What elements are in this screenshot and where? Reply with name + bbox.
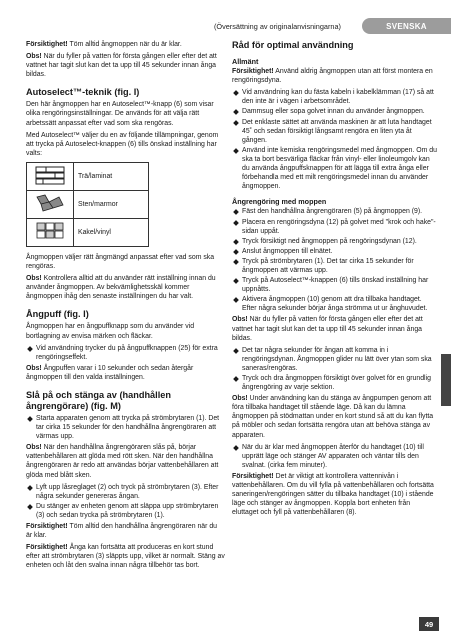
- cleaning-caution: Försiktighet! Det är viktigt att kontrollera vattennivån i vattenbehållaren. Om du vill fylla på vattenbehållaren och fortsätta saneringen/rengöringen sätter du tillbaka handtaget (10) i stående läge och stänger av ångmoppen. Koppla bort enheten från eluttaget och fyll på vattenbehållaren (8).: [232, 472, 434, 517]
- list-item: Placera en rengöringsdyna (12) på golvet med "krok och hake"-sidan uppåt.: [232, 218, 437, 236]
- tips-heading: Råd för optimal användning: [232, 40, 354, 50]
- list-item: Tryck på strömbrytaren (1). Det tar cirka 15 sekunder för ångmoppen att värmas upp.: [232, 257, 437, 275]
- tile-vinyl-icon: [27, 218, 74, 246]
- right-column: [232, 40, 437, 520]
- steam-burst-paragraph: Ångmoppen har en ångpuffknapp som du använder vid bortlagning av envisa märken och fläckar.: [26, 323, 195, 340]
- list-item: Vid användning trycker du på ångpuffknappen (25) för extra rengöringseffekt.: [26, 344, 225, 362]
- steam-burst-list: [26, 344, 225, 362]
- general-caution: Försiktighet! Använd aldrig ångmoppen utan att först montera en rengöringsdyna.: [232, 68, 433, 85]
- autoselect-paragraph-2: Med Autoselect™ väljer du en av följande tillämpningar, genom att trycka på Autoselect-knappen (6) tills önskad inställning har valts:: [26, 131, 219, 157]
- on-off-caution-1: Försiktighet! Töm alltid den handhållna ångrengöraren när du är klar.: [26, 523, 218, 540]
- autoselect-heading: Autoselect™-teknik (fig. I): [26, 87, 140, 98]
- list-item: Dammsug eller sopa golvet innan du använder ångmoppen.: [232, 107, 437, 116]
- mode-label: Kakel/vinyl: [74, 218, 149, 246]
- list-item: Du stänger av enheten genom att släppa upp strömbrytaren (3) och sedan trycka på strömbrytaren (1).: [26, 502, 225, 520]
- on-off-caution-2: Försiktighet! Ånga kan fortsätta att produceras en kort stund efter att strömbrytaren (3) släppts upp, vilket är normalt. Stäng av enheten och låt den svalna innan några tillbehör tas bort.: [26, 544, 225, 570]
- list-item: Tryck på Autoselect™-knappen (6) tills önskad inställning har uppnåtts.: [232, 276, 437, 294]
- on-off-heading: Slå på och stänga av (handhållen ångrengörare) (fig. M): [26, 389, 171, 411]
- list-item: Tryck och dra ångmoppen försiktigt över golvet för en grundlig ångrengöring av varje sektion.: [232, 374, 437, 392]
- mode-row: [27, 190, 149, 218]
- mode-label: Sten/marmor: [74, 190, 149, 218]
- page-number: 49: [419, 617, 439, 631]
- on-off-list-2: [26, 483, 225, 520]
- list-item: Aktivera ångmoppen (10) genom att dra tillbaka handtaget. Efter några sekunder börjar ånga strömma ut ur ånghuvudet.: [232, 295, 437, 313]
- steam-burst-heading: Ångpuff (fig. I): [26, 309, 89, 320]
- steam-burst-note: Obs! Ångpuffen varar i 10 sekunder och sedan återgår ångmoppen till den valda inställningen.: [26, 364, 194, 381]
- language-tab: [362, 18, 451, 34]
- list-item: Fäst den handhållna ångrengöraren (5) på ångmoppen (9).: [232, 207, 437, 216]
- autoselect-note: Obs! Kontrollera alltid att du använder rätt inställning innan du använder ångmoppen. Av bekvämlighetsskäl kommer ångmoppen ihåg den senaste inställningen du har valt.: [26, 275, 216, 301]
- list-item: Anslut ångmoppen till elnätet.: [232, 247, 437, 256]
- cleaning-note: Obs! När du fyller på vatten för första gången eller efter det att vattnet har tagit slut kan det ta upp till 45 sekunder innan ånga bildas.: [232, 316, 423, 342]
- intro-note: Obs! När du fyller på vatten för första gången eller efter det att vattnet har tagit slut kan det ta upp till 45 sekunder innan ånga bildas.: [26, 53, 217, 79]
- cleaning-list-2: [232, 346, 437, 392]
- mode-label: Trä/laminat: [74, 162, 149, 190]
- list-item: Lyft upp låsreglaget (2) och tryck på strömbrytaren (3). Efter några sekunder genereras ångan.: [26, 483, 225, 501]
- list-item: Vid användning kan du fästa kabeln i kabelklämman (17) så att den inte är i vägen i arbetsområdet.: [232, 88, 437, 106]
- on-off-note: Obs! När den handhållna ångrengöraren slås på, börjar vattenbehållaren att glöda med rött sken. När den handhållna ångrengöraren är redo att användas börjar vattenbehållaren att glöda med blått sken.: [26, 444, 219, 479]
- cleaning-list: [232, 207, 437, 313]
- mode-row: [27, 218, 149, 246]
- autoselect-paragraph-1: Den här ångmoppen har en Autoselect™-knapp (6) som visar olika rengöringsinställningar. De används för att välja rätt arbetssätt anpassat efter vad som ska rengöras.: [26, 101, 214, 127]
- list-item: Det enklaste sättet att använda maskinen är att luta handtaget 45˚ och sedan försiktigt långsamt rengöra en liten yta åt gången.: [232, 118, 437, 145]
- list-item: När du är klar med ångmoppen återför du handtaget (10) till upprätt läge och stänger AV apparaten och väntar tills den svalnat. (cirka fem minuter).: [232, 443, 437, 470]
- general-subheading: Allmänt: [232, 57, 259, 66]
- cleaning-subheading: Ångrengöring med moppen: [232, 197, 327, 207]
- intro-caution: Försiktighet! Töm alltid ångmoppen när du är klar.: [26, 41, 182, 48]
- list-item: Starta apparaten genom att trycka på strömbrytaren (1). Det tar cirka 15 sekunder för den handhållna ångrengöraren att värmas upp.: [26, 414, 225, 441]
- translation-note: (Översättning av originalanvisningarna): [214, 22, 341, 31]
- stone-marble-icon: [27, 190, 74, 218]
- cleaning-list-3: [232, 443, 437, 470]
- cleaning-note-2: Obs! Under användning kan du stänga av ångpumpen genom att föra tillbaka handtaget till stående läge. Då kan du lämna ångmoppen på stödmattan under en kort stund så att du kan flytta på möbler och sedan fortsätta rengöra utan att behöva stänga av apparaten.: [232, 395, 434, 439]
- left-column: [26, 40, 225, 573]
- section-side-marker: [441, 354, 451, 406]
- general-list: [232, 88, 437, 191]
- autoselect-modes-table: [26, 162, 149, 247]
- list-item: Använd inte kemiska rengöringsmedel med ångmoppen. Om du ska ta bort besvärliga fläckar från vinyl- eller linoleumgolv kan du använda ångpuffsknappen för att lägga till extra ånga eller förbehandla med ett milt rengöringsmedel innan du använder ångmoppen.: [232, 146, 437, 191]
- on-off-list: [26, 414, 225, 441]
- list-item: Tryck försiktigt ned ångmoppen på rengöringsdynan (12).: [232, 237, 437, 246]
- list-item: Det tar några sekunder för ångan att komma in i rengöringsdynan. Ångmoppen glider nu lätt över ytan som ska saneras/rengöras.: [232, 346, 437, 373]
- autoselect-paragraph-3: Ångmoppen väljer rätt ångmängd anpassat efter vad som ska rengöras.: [26, 253, 215, 271]
- language-label: SVENSKA: [386, 21, 427, 31]
- mode-row: [27, 162, 149, 190]
- wood-laminate-icon: [27, 162, 74, 190]
